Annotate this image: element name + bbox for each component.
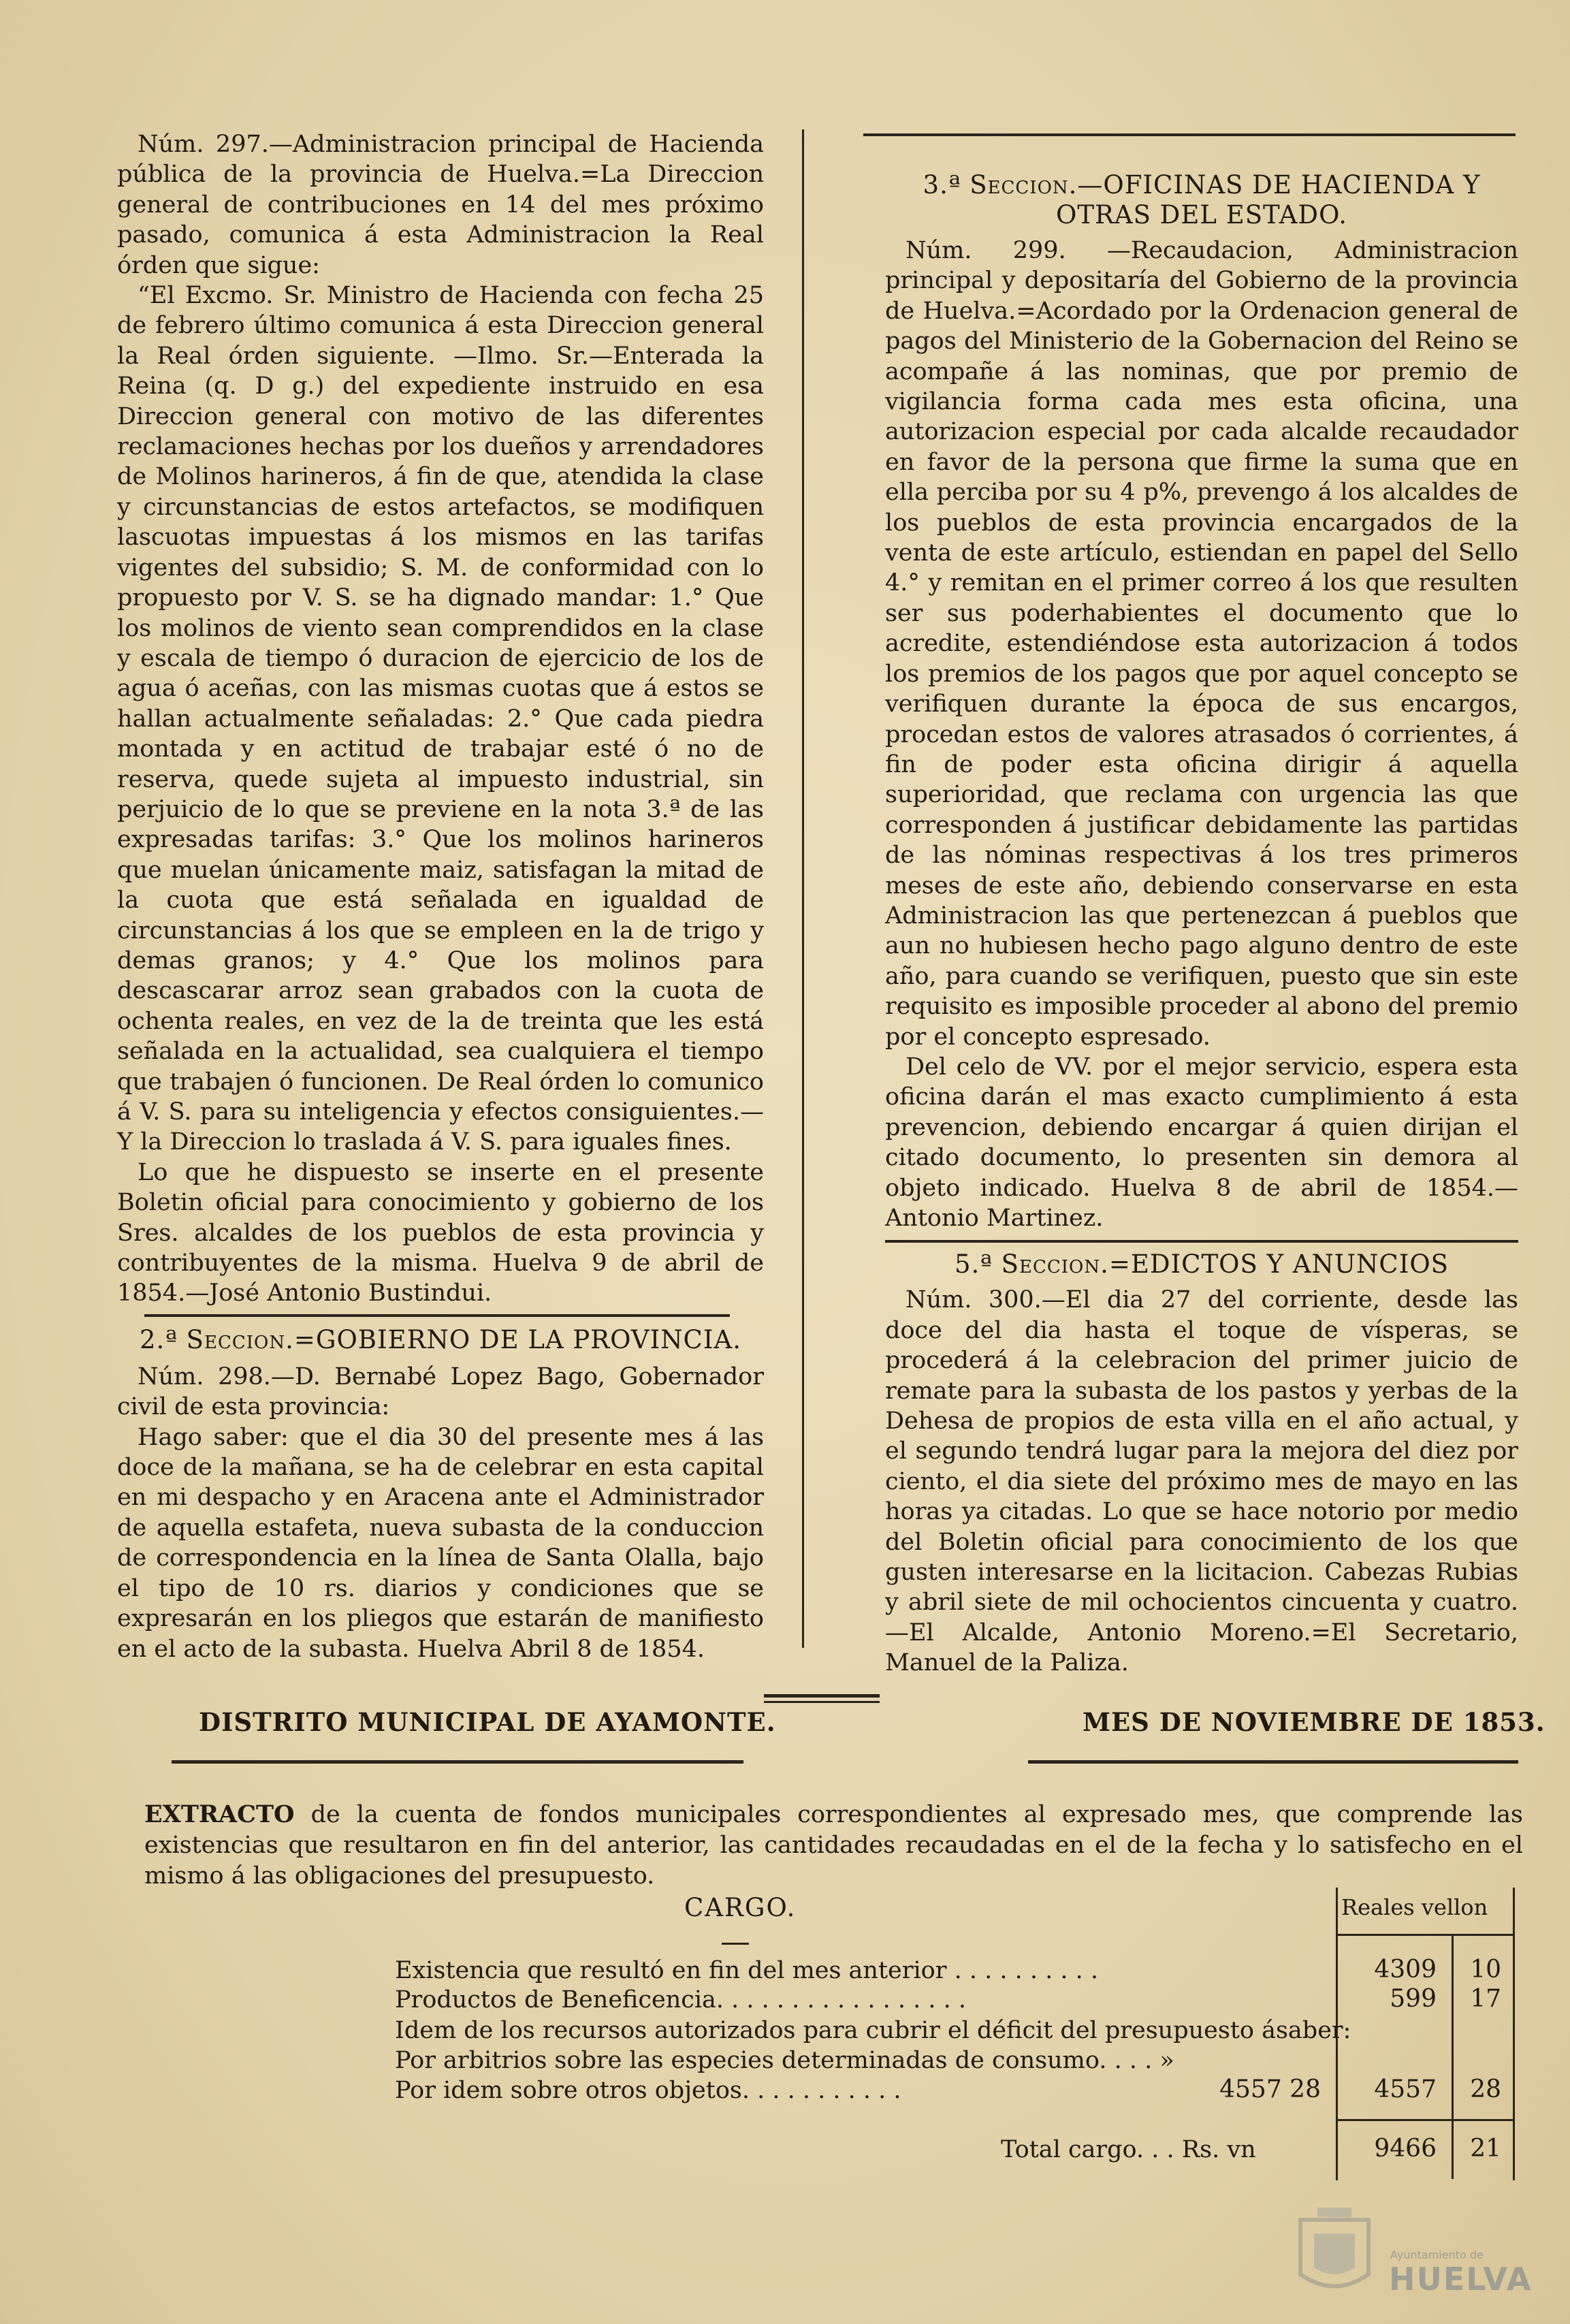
center-divider-rule xyxy=(764,1694,880,1698)
notice-297-closing: Lo que he dispuesto se inserte en el presente Boletin oficial para conocimiento y gobierno de los Sres. alcaldes de los pueblos de esta provincia y contribuyentes de la misma. Huelva 9 de abril de 1854.—José Antonio Bustindui. xyxy=(117,1158,764,1307)
notice-298-intro: Núm. 298.—D. Bernabé Lopez Bago, Gobernador civil de esta provincia: xyxy=(117,1363,764,1421)
top-right-rule xyxy=(863,133,1516,136)
total-cargo-label: Total cargo. . . Rs. vn xyxy=(1001,2136,1256,2163)
section-2-title: =GOBIERNO DE LA PROVINCIA. xyxy=(293,1324,741,1354)
account-row-subtotal: 4557 28 xyxy=(1219,2075,1321,2103)
section-2-heading xyxy=(117,1325,764,1355)
month-underline xyxy=(1028,1760,1518,1764)
cargo-title-rule xyxy=(722,1943,749,1945)
table-total-rule xyxy=(1336,2119,1514,2121)
section-3-number: 3.ª xyxy=(923,170,961,200)
extract-text xyxy=(144,1799,1523,1892)
table-cents-rule xyxy=(1452,1934,1454,2179)
watermark-text: HUELVA xyxy=(1389,2261,1533,2297)
account-row-reales: 4557 xyxy=(1374,2075,1437,2103)
notice-297-order: “El Excmo. Sr. Ministro de Hacienda con fecha 25 de febrero último comunica á esta Direccion general la Real órden siguiente. —Ilmo. Sr.—Enterada la Reina (q. D g.) del expediente instruido en esa Direccion general con motivo de las diferentes reclamaciones hechas por los dueños y arrendadores de Molinos harineros, á fin de que, atendida la clase y circunstancias de estos artefactos, se modifiquen lascuotas impuestas á los mismos en las tarifas vigentes del subsidio; S. M. de conformidad con lo propuesto por V. S. se ha dignado mandar: 1.° Que los molinos de viento sean comprendidos en la clase y escala de tiempo ó duracion de ejercicio de los de agua ó aceñas, con las mismas cuotas que á estos se hallan actualmente señaladas: 2.° Que cada piedra montada y en actitud de trabajar esté ó no de reserva, quede sujeta al impuesto industrial, sin perjuicio de lo que se previene en la nota 3.ª de las expresadas tarifas: 3.° Que los molinos harineros que muelan únicamente maiz, satisfagan la mitad de la cuota que está señalada en igualdad de circunstancias á los que se empleen en la de trigo y demas granos; y 4.° Que los molinos para descascarar arroz sean grabados con la cuota de ochenta reales, en vez de la de treinta que les está señalada en la actualidad, sea cualquiera el tiempo que trabajen ó funcionen. De Real órden lo comunico á V. S. para su inteligencia y efectos consiguientes.—Y la Direccion lo traslada á V. S. para iguales fines. xyxy=(117,282,764,1156)
section-rule xyxy=(885,1240,1518,1243)
notice-299-closing: Del celo de VV. por el mejor servicio, espera esta oficina darán el mas exacto cumplimiento á esta prevencion, debiendo encargar á quien dirijan el citado documento, lo presenten sin demora al objeto indicado. Huelva 8 de abril de 1854.—Antonio Martinez. xyxy=(885,1053,1518,1232)
notice-299-body: Núm. 299. —Recaudacion, Administracion principal y depositaría del Gobierno de la provincia de Huelva.=Acordado por la Ordenacion general de pagos del Ministerio de la Gobernacion del Reino se acompañe á las nominas, que por premio de vigilancia forma cada mes esta oficina, una autorizacion especial por cada alcalde recaudador en favor de la persona que firme la suma que en ella perciba por su 4 p%, prevengo á los alcaldes de los pueblos de esta provincia encargados de la venta de este artículo, estiendan en papel del Sello 4.° y remitan en el primer correo á los que resulten ser sus poderhabientes el documento que lo acredite, estendiéndose esta autorizacion á todos los premios de los pagos que por aquel concepto se verifiquen durante la época de sus encargos, procedan estos de valores atrasados ó corrientes, á fin de poder esta oficina dirigir á aquella superioridad, que reclama con urgencia las que corresponden á justificar debidamente las partidas de las nóminas respectivas á los tres primeros meses de este año, debiendo conservarse en esta Administracion las que pertenezcan á pueblos que aun no hubiesen hecho pago alguno dentro de este año, para cuando se verifiquen, puesto que sin este requisito es imposible proceder al abono del premio por el concepto espresado. xyxy=(885,237,1518,1051)
extract-label: EXTRACTO xyxy=(144,1800,295,1828)
right-column xyxy=(885,170,1518,1678)
extract-description: de la cuenta de fondos municipales correspondientes al expresado mes, que comprende las existencias que resultaron en fin del anterior, las cantidades recaudadas en el de la fecha y lo satisfecho en el mismo á las obligaciones del presupuesto. xyxy=(144,1801,1523,1890)
reales-header: Reales vellon xyxy=(1341,1894,1488,1920)
column-divider xyxy=(802,129,804,1648)
section-5-word: Seccion. xyxy=(1001,1249,1109,1279)
section-3-heading xyxy=(885,170,1518,230)
account-row-reales: 599 xyxy=(1390,1985,1437,2013)
center-divider-rule xyxy=(764,1701,880,1703)
account-row-cents: 10 xyxy=(1470,1956,1501,1984)
left-column xyxy=(117,129,764,1664)
section-2-number: 2.ª xyxy=(140,1324,178,1354)
total-cargo-cents: 21 xyxy=(1470,2135,1501,2163)
watermark-caption: Ayuntamiento de xyxy=(1390,2248,1484,2261)
section-3-title: —OFICINAS DE HACIENDA Y OTRAS DEL ESTADO. xyxy=(1055,170,1481,229)
account-row-label: Idem de los recursos autorizados para cubrir el déficit del presupuesto ásaber: xyxy=(395,2017,1351,2044)
table-header-rule xyxy=(1336,1934,1514,1936)
section-2-word: Seccion. xyxy=(186,1324,294,1354)
notice-298-body: Hago saber: que el dia 30 del presente mes á las doce de la mañana, se ha de celebrar en esta capital en mi despacho y en Aracena ante el Administrador de aquella estafeta, nueva subasta de la conduccion de correspondencia en la línea de Santa Olalla, bajo el tipo de 10 rs. diarios y condiciones que se expresarán en los pliegos que estarán de manifiesto en el acto de la subasta. Huelva Abril 8 de 1854. xyxy=(117,1423,764,1663)
table-right-rule xyxy=(1513,1888,1515,2180)
total-cargo-reales: 9466 xyxy=(1374,2135,1437,2163)
account-row-cents: 28 xyxy=(1470,2075,1501,2103)
account-row-reales: 4309 xyxy=(1374,1956,1437,1984)
account-row-label: Existencia que resultó en fin del mes anterior . . . . . . . . . . xyxy=(395,1957,1098,1984)
account-row-label: Por idem sobre otros objetos. . . . . . . . . . . xyxy=(395,2077,901,2104)
district-underline xyxy=(172,1760,743,1764)
account-row-cents: 17 xyxy=(1470,1985,1501,2013)
section-3-word: Seccion. xyxy=(970,170,1078,200)
account-row-label: Productos de Beneficencia. . . . . . . . . . . . . . . . . xyxy=(395,1986,967,2013)
notice-297-intro: Núm. 297.—Administracion principal de Hacienda pública de la provincia de Huelva.=La Direccion general de contribuciones en 14 del mes próximo pasado, comunica á esta Administracion la Real órden que sigue: xyxy=(117,131,764,279)
section-rule xyxy=(144,1314,730,1317)
section-5-title: =EDICTOS Y ANUNCIOS xyxy=(1108,1249,1449,1279)
district-title: DISTRITO MUNICIPAL DE AYAMONTE. xyxy=(199,1707,776,1737)
month-title: MES DE NOVIEMBRE DE 1853. xyxy=(1083,1707,1545,1737)
section-5-number: 5.ª xyxy=(954,1249,993,1279)
cargo-title: CARGO. xyxy=(684,1893,797,1922)
account-row-label: Por arbitrios sobre las especies determinadas de consumo. . . . » xyxy=(395,2047,1174,2074)
section-5-heading xyxy=(885,1249,1518,1279)
notice-300-body: Núm. 300.—El dia 27 del corriente, desde las doce del dia hasta el toque de vísperas, se procederá á la celebracion del primer juicio de remate para la subasta de los pastos y yerbas de la Dehesa de propios de esta villa en el año actual, y el segundo tendrá lugar para la mejora del diez por ciento, el dia siete del próximo mes de mayo en las horas ya citadas. Lo que se hace notorio por medio del Boletin oficial para conocimiento de los que gusten interesarse en la licitacion. Cabezas Rubias y abril siete de mil ochocientos cincuenta y cuatro.—El Alcalde, Antonio Moreno.=El Secretario, Manuel de la Paliza. xyxy=(885,1286,1518,1677)
